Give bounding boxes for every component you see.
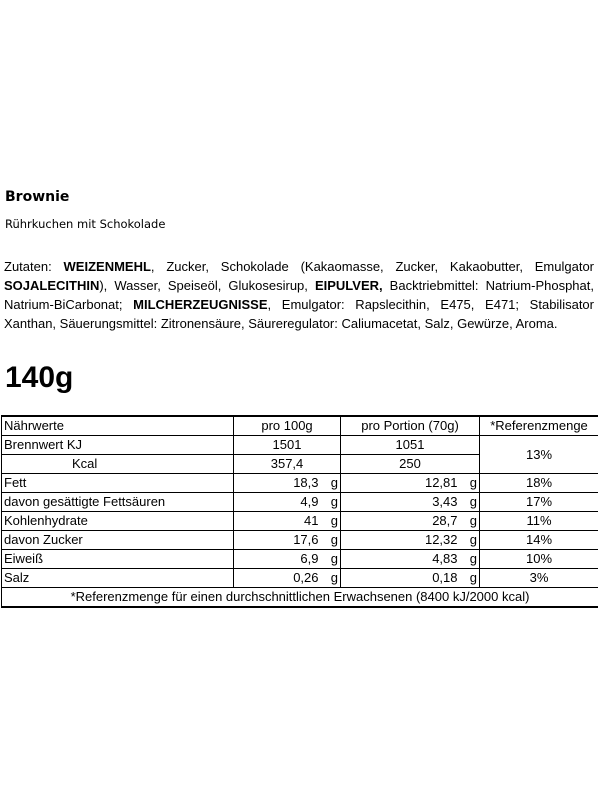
- table-row: [2, 474, 598, 493]
- nutrient-unit: g: [325, 569, 341, 588]
- energy-kcal-portion: 250: [341, 455, 480, 474]
- table-row: [2, 550, 598, 569]
- table-row: [2, 493, 598, 512]
- allergen-soy: SOJALECITHIN: [4, 278, 100, 293]
- nutrient-per100: 17,6: [234, 531, 325, 550]
- nutrient-unit: g: [464, 474, 480, 493]
- nutrient-unit: g: [325, 531, 341, 550]
- nutrient-label: Fett: [2, 474, 234, 493]
- nutrition-table: [1, 415, 598, 608]
- energy-reference: 13%: [480, 436, 598, 474]
- table-row: [2, 512, 598, 531]
- nutrient-label: davon Zucker: [2, 531, 234, 550]
- nutrient-unit: g: [325, 493, 341, 512]
- nutrient-unit: g: [464, 493, 480, 512]
- nutrient-unit: g: [464, 531, 480, 550]
- product-subtitle: Rührkuchen mit Schokolade: [5, 217, 166, 231]
- nutrient-label: Kohlenhydrate: [2, 512, 234, 531]
- ingredients-prefix: Zutaten:: [4, 259, 64, 274]
- nutrient-unit: g: [464, 550, 480, 569]
- header-label: Nährwerte: [2, 416, 234, 436]
- nutrient-portion: 12,32: [341, 531, 464, 550]
- energy-kj-row: [2, 436, 598, 455]
- energy-kcal-per100: 357,4: [234, 455, 341, 474]
- ingredients-part: Backtriebmittel: Natrium-Phosphat, Natrium-BiCarbonat;: [4, 278, 594, 312]
- nutrient-reference: 14%: [480, 531, 598, 550]
- header-reference: *Referenzmenge: [480, 416, 598, 436]
- nutrient-reference: 17%: [480, 493, 598, 512]
- nutrient-reference: 3%: [480, 569, 598, 588]
- nutrition-header-row: [2, 416, 598, 436]
- nutrient-unit: g: [325, 474, 341, 493]
- nutrient-per100: 0,26: [234, 569, 325, 588]
- table-row: [2, 531, 598, 550]
- nutrient-reference: 10%: [480, 550, 598, 569]
- ingredients-part: , Emulgator: Rapslecithin, E475, E471; Stabilisator Xanthan, Säuerungsmittel: Zitronensäure, Säureregulator: Caliumacetat, Salz, Gewürze, Aroma.: [4, 297, 594, 331]
- footnote-row: [2, 588, 598, 608]
- nutrient-reference: 11%: [480, 512, 598, 531]
- product-name: Brownie: [5, 189, 70, 205]
- allergen-egg: EIPULVER,: [314, 278, 383, 293]
- ingredients-text: [4, 257, 594, 333]
- table-row: [2, 569, 598, 588]
- nutrient-per100: 18,3: [234, 474, 325, 493]
- nutrient-per100: 6,9: [234, 550, 325, 569]
- nutrient-reference: 18%: [480, 474, 598, 493]
- nutrient-portion: 3,43: [341, 493, 464, 512]
- header-per100: pro 100g: [234, 416, 341, 436]
- nutrient-unit: g: [325, 512, 341, 531]
- nutrient-unit: g: [464, 569, 480, 588]
- energy-kj-label: Brennwert KJ: [2, 436, 234, 455]
- nutrient-label: Eiweiß: [2, 550, 234, 569]
- energy-kj-per100: 1501: [234, 436, 341, 455]
- header-per-portion: pro Portion (70g): [341, 416, 480, 436]
- nutrient-unit: g: [325, 550, 341, 569]
- allergen-milk: MILCHERZEUGNISSE: [133, 297, 268, 312]
- nutrient-portion: 4,83: [341, 550, 464, 569]
- nutrient-label: davon gesättigte Fettsäuren: [2, 493, 234, 512]
- energy-kcal-label: Kcal: [2, 455, 234, 474]
- product-weight: 140g: [5, 361, 74, 394]
- nutrient-per100: 4,9: [234, 493, 325, 512]
- energy-kj-portion: 1051: [341, 436, 480, 455]
- nutrient-per100: 41: [234, 512, 325, 531]
- nutrient-portion: 12,81: [341, 474, 464, 493]
- reference-footnote: *Referenzmenge für einen durchschnittlichen Erwachsenen (8400 kJ/2000 kcal): [2, 588, 598, 608]
- ingredients-part: , Zucker, Schokolade (Kakaomasse, Zucker, Kakaobutter, Emulgator: [150, 259, 595, 274]
- ingredients-part: ), Wasser, Speiseöl, Glukosesirup,: [99, 278, 315, 293]
- nutrient-unit: g: [464, 512, 480, 531]
- nutrient-label: Salz: [2, 569, 234, 588]
- nutrient-portion: 0,18: [341, 569, 464, 588]
- nutrient-portion: 28,7: [341, 512, 464, 531]
- allergen-wheat: WEIZENMEHL: [63, 259, 151, 274]
